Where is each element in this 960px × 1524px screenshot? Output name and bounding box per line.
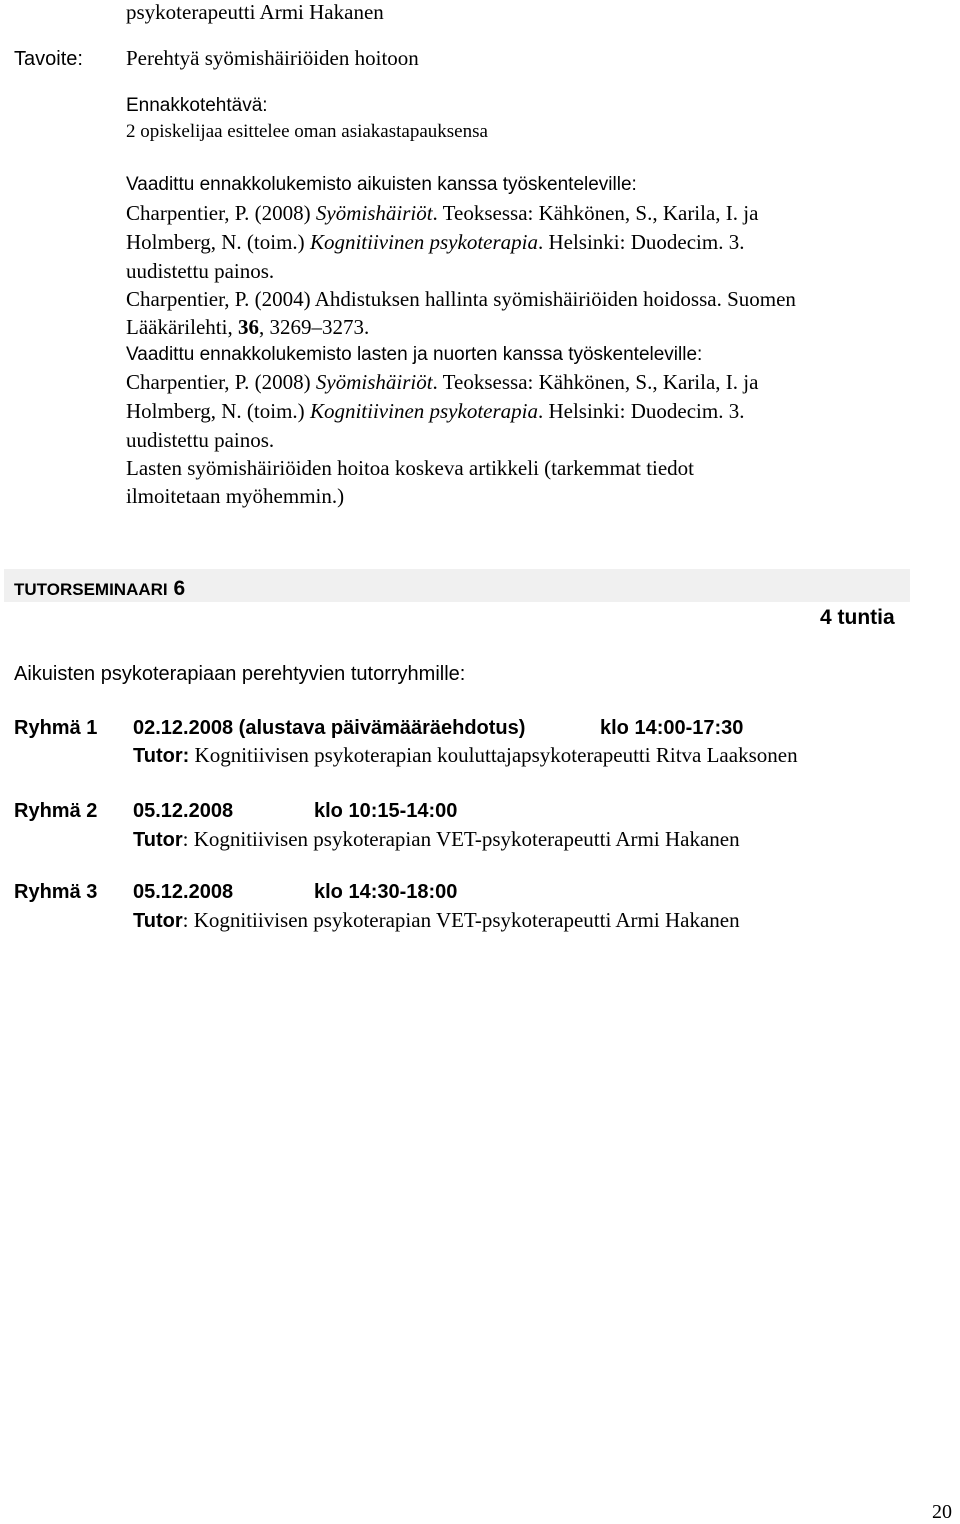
ref-text: Holmberg, N. (toim.) bbox=[126, 230, 310, 254]
group3-name: Ryhmä 3 bbox=[14, 881, 98, 903]
group3-time: klo 14:30-18:00 bbox=[314, 881, 458, 903]
group1-date: 02.12.2008 (alustava päivämääräehdotus) bbox=[133, 717, 526, 739]
seminar-title-text: TUTORSEMINAARI bbox=[14, 580, 168, 599]
ref-book: Kognitiivinen psykoterapia bbox=[309, 230, 538, 254]
children-ref1-line1 bbox=[126, 372, 758, 393]
seminar-audience: Aikuisten psykoterapiaan perehtyvien tutorryhmille: bbox=[14, 663, 466, 685]
tutor-label: Tutor bbox=[133, 910, 183, 932]
ref-title: Syömishäiriöt bbox=[315, 201, 433, 225]
ref-book: Kognitiivinen psykoterapia bbox=[309, 399, 538, 423]
ref-text: . Helsinki: Duodecim. 3. bbox=[537, 399, 745, 423]
tutor-label: Tutor: bbox=[133, 745, 190, 767]
group2-name: Ryhmä 2 bbox=[14, 800, 98, 822]
group2-date: 05.12.2008 bbox=[133, 800, 234, 822]
adults-ref2-line2 bbox=[126, 317, 369, 338]
children-note-line1: Lasten syömishäiriöiden hoitoa koskeva artikkeli (tarkemmat tiedot bbox=[126, 456, 695, 480]
seminar-title bbox=[14, 578, 185, 599]
children-ref1-line2 bbox=[126, 401, 744, 422]
page-number: 20 bbox=[932, 1501, 952, 1523]
children-note-line2: ilmoitetaan myöhemmin.) bbox=[126, 484, 345, 508]
tutor-text: Kognitiivisen psykoterapian kouluttajapsykoterapeutti Ritva Laaksonen bbox=[194, 743, 798, 767]
ref-title: Syömishäiriöt bbox=[315, 370, 433, 394]
group1-tutor bbox=[133, 745, 798, 766]
seminar-hours: 4 tuntia bbox=[820, 606, 895, 629]
adults-ref1-line2 bbox=[126, 232, 744, 253]
ref-text: . Teoksessa: Kähkönen, S., Karila, I. ja bbox=[432, 201, 759, 225]
ref-text: Lääkärilehti, bbox=[126, 315, 238, 339]
tavoite-label: Tavoite: bbox=[14, 48, 83, 70]
group2-time: klo 10:15-14:00 bbox=[314, 800, 458, 822]
adults-ref1-line1 bbox=[126, 203, 758, 224]
ennakko-heading: Ennakkotehtävä: bbox=[126, 95, 268, 116]
intro-line: psykoterapeutti Armi Hakanen bbox=[126, 0, 384, 24]
adults-ref1-line3: uudistettu painos. bbox=[126, 259, 275, 283]
tavoite-text: Perehtyä syömishäiriöiden hoitoon bbox=[126, 46, 419, 70]
children-ref1-line3: uudistettu painos. bbox=[126, 428, 275, 452]
adults-ref2-line1: Charpentier, P. (2004) Ahdistuksen hallinta syömishäiriöiden hoidossa. Suomen bbox=[126, 287, 796, 311]
group3-date: 05.12.2008 bbox=[133, 881, 234, 903]
ennakko-text: 2 opiskelijaa esittelee oman asiakastapauksensa bbox=[126, 121, 488, 142]
ref-text: Holmberg, N. (toim.) bbox=[126, 399, 310, 423]
tutor-label: Tutor bbox=[133, 829, 183, 851]
tutor-text: : Kognitiivisen psykoterapian VET-psykoterapeutti Armi Hakanen bbox=[182, 827, 740, 851]
group1-name: Ryhmä 1 bbox=[14, 717, 98, 739]
group3-tutor bbox=[133, 910, 740, 931]
ref-text: Charpentier, P. (2008) bbox=[126, 370, 316, 394]
adults-reading-heading: Vaadittu ennakkolukemisto aikuisten kanssa työskenteleville: bbox=[126, 174, 637, 195]
ref-volume: 36 bbox=[237, 315, 259, 339]
group2-tutor bbox=[133, 829, 740, 850]
ref-text: Charpentier, P. (2008) bbox=[126, 201, 316, 225]
children-reading-heading: Vaadittu ennakkolukemisto lasten ja nuorten kanssa työskenteleville: bbox=[126, 344, 703, 365]
ref-text: . Helsinki: Duodecim. 3. bbox=[537, 230, 745, 254]
tutor-text: : Kognitiivisen psykoterapian VET-psykoterapeutti Armi Hakanen bbox=[182, 908, 740, 932]
ref-text: , 3269–3273. bbox=[258, 315, 370, 339]
group1-time: klo 14:00-17:30 bbox=[600, 717, 744, 739]
seminar-number: 6 bbox=[173, 577, 186, 600]
ref-text: . Teoksessa: Kähkönen, S., Karila, I. ja bbox=[432, 370, 759, 394]
